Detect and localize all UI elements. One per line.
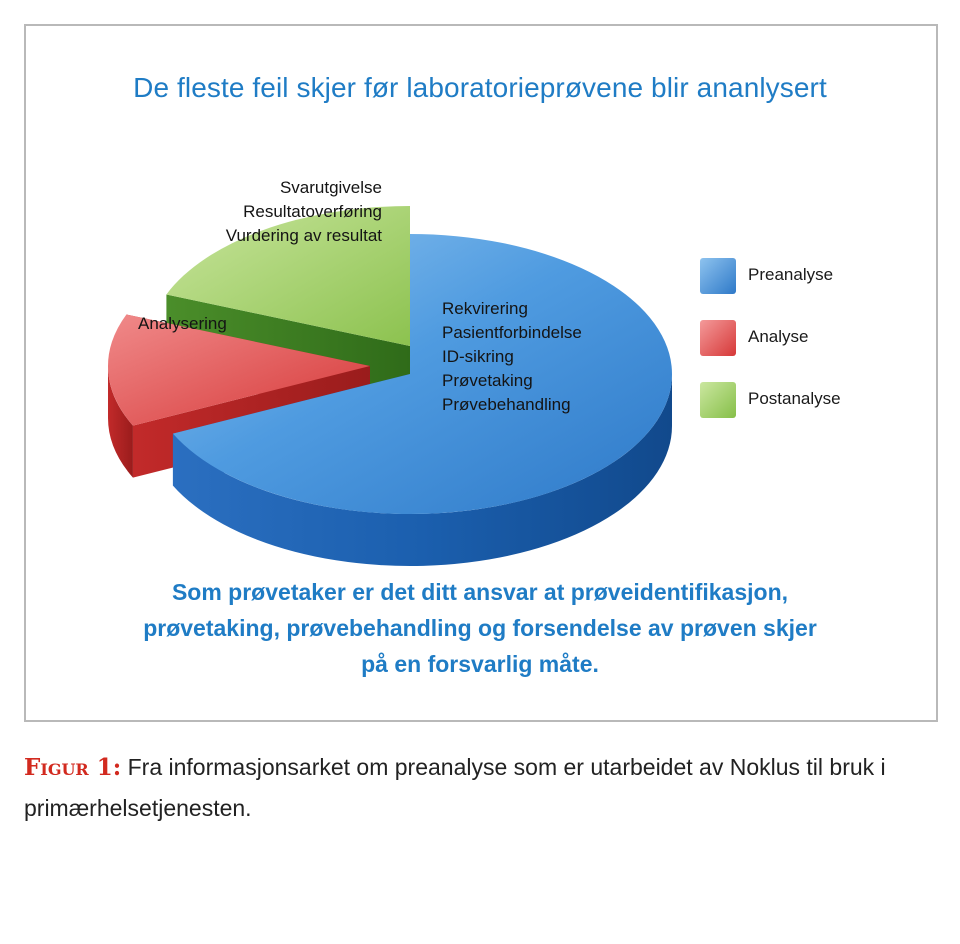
slice-label-line: Prøvetaking bbox=[442, 371, 533, 390]
chart-title: De fleste feil skjer før laboratorieprøvene blir ananlysert bbox=[133, 72, 827, 103]
figure-caption bbox=[24, 747, 924, 828]
postanalyse-slice-label bbox=[226, 176, 382, 248]
legend-swatch-postanalyse bbox=[700, 382, 736, 418]
caption-label: Figur 1: bbox=[24, 754, 122, 781]
legend-label: Preanalyse bbox=[748, 265, 834, 284]
slice-label-line: Analysering bbox=[138, 314, 227, 333]
legend-label: Postanalyse bbox=[748, 389, 841, 408]
note-line: Som prøvetaker er det ditt ansvar at prøveidentifikasjon, bbox=[171, 579, 789, 605]
slice-label-line: Svarutgivelse bbox=[279, 178, 382, 197]
note-line: prøvetaking, prøvebehandling og forsendelse av prøven skjer bbox=[143, 615, 817, 641]
legend-swatch-analyse bbox=[700, 320, 736, 356]
analyse-slice-label bbox=[138, 312, 227, 336]
slice-label-line: Prøvebehandling bbox=[442, 395, 571, 414]
legend-swatch-preanalyse bbox=[700, 258, 736, 294]
slice-label-line: Pasientforbindelse bbox=[442, 323, 582, 342]
responsibility-note bbox=[0, 574, 960, 682]
slice-label-line: Resultatoverføring bbox=[243, 202, 382, 221]
slice-label-line: Vurdering av resultat bbox=[225, 226, 382, 245]
slice-label-line: Rekvirering bbox=[442, 299, 528, 318]
slice-label-line: ID-sikring bbox=[442, 347, 514, 366]
note-line: på en forsvarlig måte. bbox=[361, 651, 599, 677]
caption-text: Fra informasjonsarket om preanalyse som er utarbeidet av Noklus til bruk i primærhelsetjenesten. bbox=[24, 754, 886, 821]
legend-label: Analyse bbox=[748, 327, 809, 346]
preanalyse-slice-label bbox=[442, 297, 582, 417]
